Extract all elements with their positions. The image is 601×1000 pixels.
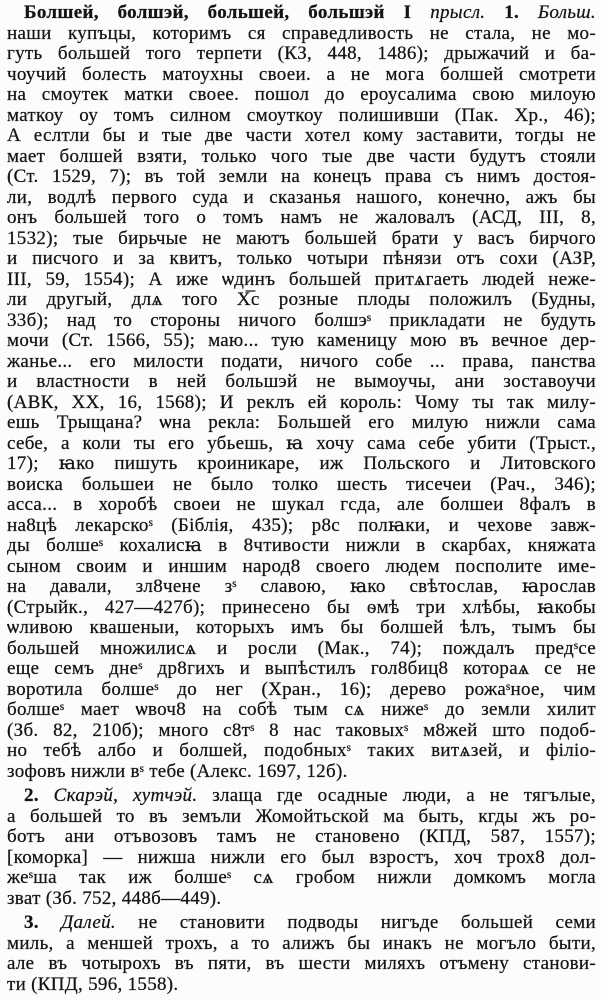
text-line: ли другый, длѧ того Х̅с розные плоды положилъ (Будны,	[7, 290, 596, 310]
text-line: на давали, зл8чене зˢ славою, ꙗко свѣтослав, ꙗрослав	[7, 577, 596, 597]
text-line: еще семъ днеˢ др8гихъ и выпѣстилъ гол8биц8 котораѧ се не	[7, 659, 596, 679]
sense-number: 1.	[504, 3, 520, 23]
text-line: болшеˢ мает ѡвоч8 на собѣ тым сѧ нижеˢ до земли хилит	[7, 700, 596, 720]
sense-body	[7, 24, 596, 783]
sense-head-line	[7, 913, 596, 934]
text-line: на смоутек матки своее. пошол до ероусалима свою милоую	[7, 85, 596, 105]
text-line: воиска большеи не было толко шесть тисечеи (Рач., 346);	[7, 474, 596, 495]
entry-head-line	[7, 3, 596, 24]
text-line: воротила болшеˢ до нег (Хран., 16); дерево рожаˢное, чим	[7, 679, 596, 700]
text-line: и писчого и за квитъ, только чотыри пѣнязи отъ сохи (АЗР,	[7, 249, 596, 269]
text-line: онъ большей того о томъ намъ не жаловалъ (АСД, III, 8,	[7, 208, 596, 228]
text-line: наши купъцы, которимъ ся справедливость не стала, не мо-	[7, 23, 596, 44]
text-line: (АВК, XX, 16, 1568); И реклъ ей король: Чому ты так милу-	[7, 392, 596, 413]
text-line: гуть большей того терпети (КЗ, 448, 1486); дрыжачий и ба-	[7, 44, 596, 64]
text-line: ѡливою квашеныи, которыхъ имъ бы болшей ѣлъ, тымъ бы	[7, 618, 596, 638]
sense-number: 3.	[24, 913, 39, 933]
text-line: (Ст. 1529, 7); въ той земли на конецъ права съ нимъ достоя-	[7, 167, 596, 187]
text-line: на8цѣ лекарскоˢ (Біблія, 435); р8с полꙗки, и чехове завж-	[7, 515, 596, 536]
text-line: себе, а коли ты его убьешь, ꙗ хочу сама себе убити (Трыст.,	[7, 433, 596, 454]
text-line: ешь Трыщана? ѡна рекла: Большей его милую нижли сама	[7, 413, 596, 433]
sense-gloss: Скарэй, хутчэй.	[53, 786, 198, 806]
text-line: а большей то въ земъли Жомойтьской ма быть, кгды жъ ро-	[7, 806, 596, 827]
text-line: но тебѣ албо и болшей, подобныхˢ таких витѧзей, и філіо-	[7, 741, 596, 761]
text-line: жанье... его милости подати, ничого собе ... права, панства	[7, 351, 596, 372]
sense-2	[7, 786, 596, 909]
text-line: ти (КПД, 596, 1558).	[7, 974, 179, 995]
sense-head-line	[7, 786, 596, 807]
text-line: (Стрыйк., 427—427б); принесено бы ѳмѣ три хлѣбы, ꙗкобы	[7, 597, 596, 618]
sense-lead-text: не становити подводы нигъде большей семи	[138, 913, 596, 933]
text-line: III, 59, 1554); А иже ѡдинъ большей притѧгаеть людей неже-	[7, 269, 596, 290]
text-line: але въ чотырохъ въ пяти, въ шести миляхъ отъмену станови-	[7, 954, 596, 974]
headword: Болшей, болшэй, большей, большэй I	[24, 3, 412, 23]
text-line: ботъ ани отъвозовъ тамъ не становено (КПД, 587, 1557);	[7, 827, 596, 847]
text-line: [коморка] — нижша нижли его был взростъ, хоч трох8 дол-	[7, 847, 596, 868]
sense-body	[7, 807, 596, 910]
text-line: асса... в хоробѣ своеи не шукал гсда, але болшеи 8фалъ в	[7, 495, 596, 515]
text-line: большей множилисѧ и росли (Мак., 74); пождалъ предˢсе	[7, 638, 596, 659]
text-line: 17); ꙗко пишуть кроиникаре, иж Польского и Литовского	[7, 454, 596, 474]
text-line: ды болшеˢ кохалисꙗ в 8чтивости нижли в скарбах, княжата	[7, 536, 596, 556]
sense-gloss: Далей.	[61, 913, 116, 933]
text-line: жеˢша так иж болшеˢ сѧ гробом нижли домкомъ могла	[7, 868, 596, 888]
text-line: зват (Зб. 752, 448б—449).	[7, 888, 222, 909]
text-line: чоучий болесть матоухны своеи. а не мога болшей смотрети	[7, 64, 596, 85]
sense-gloss: Больш.	[537, 3, 596, 23]
text-line: 33б); над то стороны ничого болшэˢ прикладати не будуть	[7, 310, 596, 331]
sense-body	[7, 934, 596, 996]
text-line: миль, а меншей трохъ, а то алижъ бы инакъ не могъло быти,	[7, 933, 596, 954]
text-line: ли, водлѣ первого суда и сказанья нашого, конечно, ажъ бы	[7, 187, 596, 208]
text-line: А еслтли бы и тые две части хотел кому заставити, тогды не	[7, 126, 596, 146]
text-line: сыном своим и иншим народ8 своего людем посполите име-	[7, 556, 596, 577]
text-line: зофовъ нижли вˢ тебе (Алекс. 1697, 12б).	[7, 761, 348, 782]
sense-1	[7, 3, 596, 782]
sense-lead-text: злаща где осадные люди, а не тягълые,	[212, 786, 596, 806]
sense-number: 2.	[24, 786, 39, 806]
text-line: и властности в ней большэй не вымоучы, ани зоставоучи	[7, 372, 596, 392]
text-line: мочи (Ст. 1566, 55); маю... тую каменицу мою въ вечное дер-	[7, 331, 596, 351]
text-line: 1532); тые бирьчые не маютъ большей брати у васъ бирчого	[7, 228, 596, 249]
text-line: (Зб. 82, 210б); много с8тˢ 8 нас таковыхˢ м8жей што подоб-	[7, 720, 596, 741]
text-line: мает болшей взяти, только чого тые две части будутъ стояли	[7, 146, 596, 167]
dictionary-page	[7, 3, 596, 997]
text-line: маткоу оу томъ силном смоуткоу полишивши (Пак. Хр., 46);	[7, 105, 596, 126]
part-of-speech: прысл.	[430, 3, 486, 23]
sense-3	[7, 913, 596, 995]
